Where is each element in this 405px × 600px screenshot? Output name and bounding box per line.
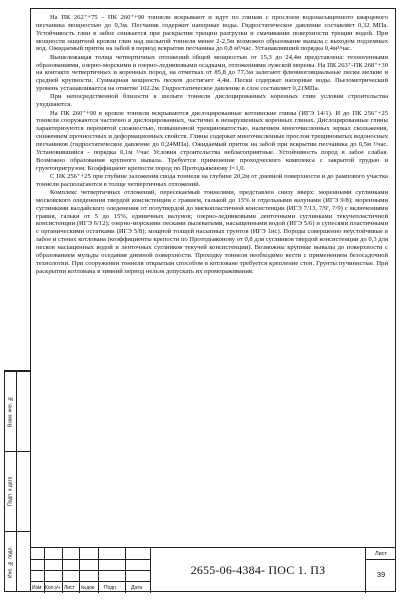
paragraph: Комплекс четвертичных отложений, пересекаемый тоннелями, представлен снизу вверх: моренными суглинками московского оледенения твердой консистенции с гравием, галькой до 15% и отдельными валунами (ИГЭ 9/8); моренными суглинками валдайского оледенения от полутвердой до мягкопластичной консистенции (ИГЭ 7/13, 7/9', 7/9) с включениями гравия, гальки от 5 до 15%, единичных валунов; озерно-ледниковыми ленточными суглинками текучепластичной консистенции (ИГЭ 6/12); озерно-морскими песками пылеватыми, насыщенными водой (ИГЭ 5/6) и супесями пластичными с органическими остатками (ИГЭ 5/8); мощной толщей насыпных грунтов (ИГЭ 1нс). Породы совершенно неустойчивые в забое и стенах котлована (коэффициенты крепости по Протодьяконову от 0,8 для суглинков твердой консистенции до 0,3 для песков насыщенных водой и ленточных суглинков текучей консистенции). Возможны крупные вывалы до поверхности с образованием мульды оседания дневной поверхности. Проходку тоннеля необходимо вести с применением безосадочной технологии. При сооружении тоннеля открытым способом в котловане требуется крепление стен. Грунты пучинистые. При раскрытии котлована в зимний период нельзя допускать их промораживания. xyxy=(36,189,388,275)
side-stamp-row xyxy=(5,451,30,452)
grid-line xyxy=(98,548,99,593)
title-block xyxy=(30,547,396,592)
paragraph: На ПК 260⁺+90 в кровле тоннеля вскрываются дислоцированные котлинские глины (ИГЭ 14/1). И до ПК 256⁺+25 тоннели сооружаются частично в дислоцированных, частично в ненарушенных коренных глинах. Дислоцированные глины характеризуются перемятой сложностью, повышенной трещиноватостью, наличием многочисленных зеркал скольжения, снижением прочностных и деформационных свойств. Глины содержат многочисленные прослои трещиноватых водоносных песчаников (гидростатическое давление до 0,24МПа). Ожидаемый приток на забой при вскрытии песчаника до 0,5м ³/час. Установившийся - порядка 0,1м ³/час Условия строительства неблагоприятные. Устойчивость пород в забое слабая. Возможно образования крупного вывала. Требуется применение проходческого комплекса с закрытой грудью и грунтопригрузом. Коэффициент крепости пород по Протодьяконову f=1,0. xyxy=(36,109,388,172)
side-stamp-row xyxy=(5,531,30,532)
replaces-inv-label: Взам. инв. № xyxy=(7,395,14,427)
inv-no-orig-label: Инв. № подл. xyxy=(7,546,14,578)
header-list: Лист xyxy=(64,585,75,591)
sheet-box xyxy=(365,548,396,593)
header-izm: Изм xyxy=(32,585,42,591)
header-kol-uch: Кол.уч xyxy=(45,585,60,591)
grid-line xyxy=(30,559,150,560)
paragraph: На ПК 262⁺+75 – ПК 260⁺+90 тоннели вскрывают и идут по глинам с прослоем водонасыщенного кварцевого песчаника мощностью до 0,3м. Песчаник содержит напорные воды. Гидростатическое давление составляет 0,32 МПа. Устойчивость глин в забое снижается при раскрытии трещин разгрузки и смачивании поверхности трещин водой. При мощности защитной кровли глин над шелыгой тоннеля менее 2-2,5м возможно образование вывала с выходом подземных вод. Ожидаемый приток на забой в период вскрытия песчаника до 0,8 м³/час. Устанавливший порядка 0,4м³/час. xyxy=(36,14,388,53)
side-stamp xyxy=(4,370,30,592)
grid-line xyxy=(62,548,63,593)
header-signature: Подп. xyxy=(104,585,118,591)
paragraph: При непосредственной близости к шелыге тоннеля дислоцированных коренных глин условия строительства ухудшаются. xyxy=(36,93,388,109)
document-body xyxy=(36,14,388,276)
grid-line xyxy=(79,548,80,593)
sheet-label: Лист xyxy=(366,549,396,560)
side-stamp-divider xyxy=(16,371,17,591)
grid-line xyxy=(30,581,150,582)
grid-line xyxy=(30,570,150,571)
grid-line xyxy=(125,548,126,593)
signature-date-label: Подп. и дата xyxy=(7,476,14,506)
revision-grid xyxy=(30,548,150,593)
side-stamp-row xyxy=(5,371,30,372)
paragraph: С ПК 256⁺+25 при глубине заложения свода тоннеля на глубине 20,2м от дневной поверхности и до рампового участка тоннели располагаются в толще четвертичных отложений. xyxy=(36,172,388,188)
header-doc-no: №док xyxy=(81,585,95,591)
header-date: Дата xyxy=(131,585,143,591)
document-code: 2655-06-4384- ПОС 1. ПЗ xyxy=(150,548,365,593)
sheet-number: 39 xyxy=(376,570,386,579)
paragraph: Вышележащая толща четвертичных отложений общей мощностью от 15,3 до 24,4м представлена: техногенными образованиями, озерно-морскими и озерно-ледниковыми осадками, отложениями лужской морены. На ПК 263⁺-ПК 268⁺+30 на контакте четвертичных и коренных пород, на отметках от 85,8 до 77,3м залегают флювиогляциальные пески мелкие и средней крупности. Суммарная мощность песков достигает 4,4м. Пески содержат напорные воды. Пьезометрический уровень устанавливается на отметке 102.2м. Гидростатическое давление в слое составляет 0,21МПа. xyxy=(36,53,388,93)
